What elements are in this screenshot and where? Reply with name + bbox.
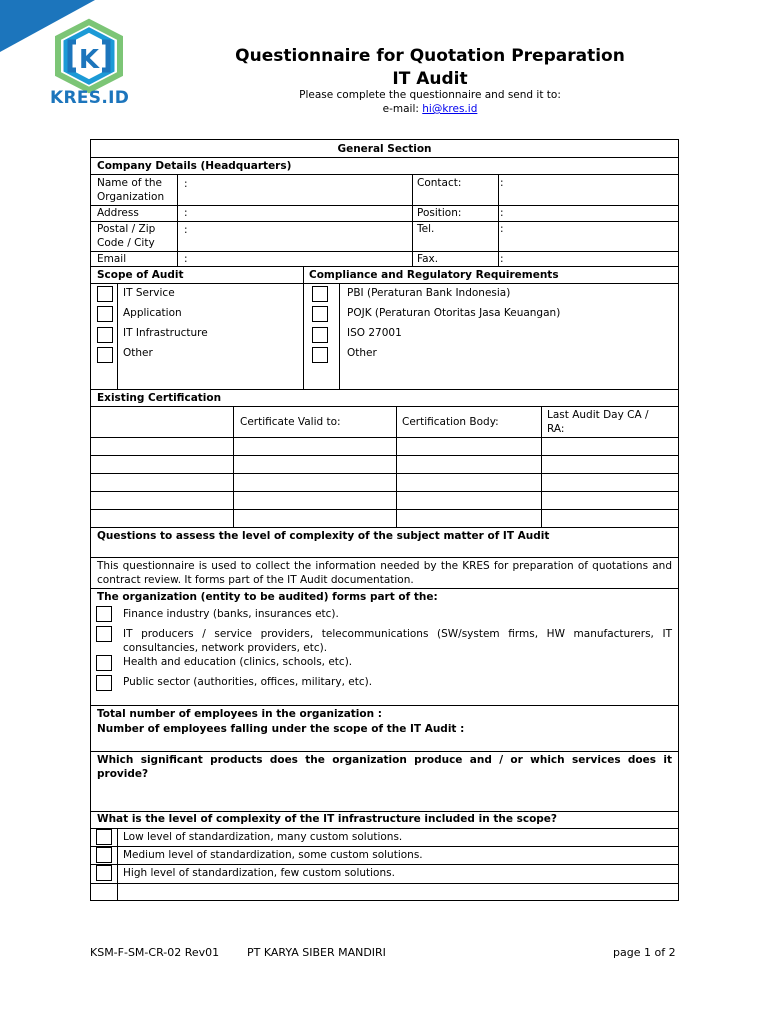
compliance-pbi-checkbox[interactable] bbox=[312, 286, 328, 302]
org-heading: The organization (entity to be audited) forms part of the: bbox=[97, 591, 438, 603]
email-label: e-mail: bbox=[382, 103, 423, 115]
org-item: Finance industry (banks, insurances etc). bbox=[123, 608, 339, 620]
cert-col-valid: Certificate Valid to: bbox=[240, 416, 341, 428]
org-health-checkbox[interactable] bbox=[96, 655, 112, 671]
general-section-heading: General Section bbox=[337, 143, 432, 155]
infra-medium-checkbox[interactable] bbox=[96, 847, 112, 863]
instruction-text: Please complete the questionnaire and send it to: bbox=[299, 89, 561, 101]
infra-item: High level of standardization, few custom solutions. bbox=[123, 867, 395, 879]
fax-field[interactable]: : bbox=[500, 253, 504, 265]
compliance-iso-checkbox[interactable] bbox=[312, 327, 328, 343]
footer-company: PT KARYA SIBER MANDIRI bbox=[247, 946, 386, 959]
contact-field[interactable]: : bbox=[500, 177, 504, 189]
employees-scope-label: Number of employees falling under the scope of the IT Audit : bbox=[97, 723, 465, 735]
brand-name: KRES.ID bbox=[50, 88, 130, 108]
org-name-label: Name of the Organization bbox=[97, 177, 165, 203]
compliance-item: Other bbox=[347, 347, 377, 359]
scope-infrastructure-checkbox[interactable] bbox=[97, 327, 113, 343]
email-line bbox=[220, 103, 640, 115]
compliance-item: POJK (Peraturan Otoritas Jasa Keuangan) bbox=[347, 307, 561, 319]
infra-high-checkbox[interactable] bbox=[96, 865, 112, 881]
certification-heading: Existing Certification bbox=[97, 392, 222, 404]
infra-low-checkbox[interactable] bbox=[96, 829, 112, 845]
scope-item: IT Infrastructure bbox=[123, 327, 208, 339]
questionnaire-form bbox=[90, 139, 679, 901]
general-section-row bbox=[91, 140, 678, 158]
org-item: Health and education (clinics, schools, etc). bbox=[123, 656, 353, 668]
address-label: Address bbox=[97, 207, 139, 219]
compliance-pojk-checkbox[interactable] bbox=[312, 306, 328, 322]
document-title: Questionnaire for Quotation Preparation bbox=[235, 46, 625, 66]
org-public-checkbox[interactable] bbox=[96, 675, 112, 691]
infra-question: What is the level of complexity of the IT infrastructure included in the scope? bbox=[97, 813, 558, 825]
compliance-item: PBI (Peraturan Bank Indonesia) bbox=[347, 287, 511, 299]
infra-item: Medium level of standardization, some custom solutions. bbox=[123, 849, 423, 861]
company-details-row bbox=[91, 158, 678, 175]
cert-col-last-audit: Last Audit Day CA / RA: bbox=[547, 409, 649, 435]
email-field-label: Email bbox=[97, 253, 127, 265]
email-field[interactable]: : bbox=[184, 253, 188, 265]
scope-application-checkbox[interactable] bbox=[97, 306, 113, 322]
scope-item: IT Service bbox=[123, 287, 175, 299]
footer-doc-code: KSM-F-SM-CR-02 Rev01 bbox=[90, 946, 220, 959]
document-subtitle: IT Audit bbox=[392, 69, 468, 89]
org-item: IT producers / service providers, telecommunications (SW/system firms, HW manufacturers, IT consultancies, network providers, etc). bbox=[123, 628, 672, 654]
scope-other-checkbox[interactable] bbox=[97, 347, 113, 363]
compliance-item: ISO 27001 bbox=[347, 327, 402, 339]
products-question: Which significant products does the organization produce and / or which services does it provide? bbox=[97, 754, 672, 780]
postal-label: Postal / Zip Code / City bbox=[97, 223, 156, 249]
org-item: Public sector (authorities, offices, military, etc). bbox=[123, 676, 373, 688]
position-field[interactable]: : bbox=[500, 207, 504, 219]
postal-field[interactable]: : bbox=[184, 224, 188, 236]
complexity-intro: This questionnaire is used to collect the information needed by the KRES for preparation of quotations and contract review. It forms part of the IT Audit documentation. bbox=[97, 560, 672, 586]
cert-col-body: Certification Body: bbox=[402, 416, 499, 428]
scope-item: Application bbox=[123, 307, 182, 319]
org-finance-checkbox[interactable] bbox=[96, 606, 112, 622]
infra-item: Low level of standardization, many custom solutions. bbox=[123, 831, 403, 843]
position-label: Position: bbox=[417, 207, 462, 219]
org-it-producers-checkbox[interactable] bbox=[96, 626, 112, 642]
contact-label: Contact: bbox=[417, 177, 462, 189]
tel-field[interactable]: : bbox=[500, 223, 504, 235]
email-link[interactable]: hi@kres.id bbox=[422, 103, 478, 115]
scope-heading: Scope of Audit bbox=[97, 269, 184, 281]
org-name-field[interactable]: : bbox=[184, 178, 188, 190]
tel-label: Tel. bbox=[417, 223, 435, 235]
footer-page-number: page 1 of 2 bbox=[613, 946, 676, 959]
address-field[interactable]: : bbox=[184, 207, 188, 219]
scope-it-service-checkbox[interactable] bbox=[97, 286, 113, 302]
fax-label: Fax. bbox=[417, 253, 439, 265]
complexity-heading: Questions to assess the level of complexity of the subject matter of IT Audit bbox=[97, 530, 550, 542]
scope-item: Other bbox=[123, 347, 153, 359]
company-details-heading: Company Details (Headquarters) bbox=[97, 160, 292, 172]
employees-total-label: Total number of employees in the organization : bbox=[97, 708, 382, 720]
compliance-heading: Compliance and Regulatory Requirements bbox=[309, 269, 559, 281]
svg-text:K: K bbox=[78, 45, 100, 75]
compliance-other-checkbox[interactable] bbox=[312, 347, 328, 363]
